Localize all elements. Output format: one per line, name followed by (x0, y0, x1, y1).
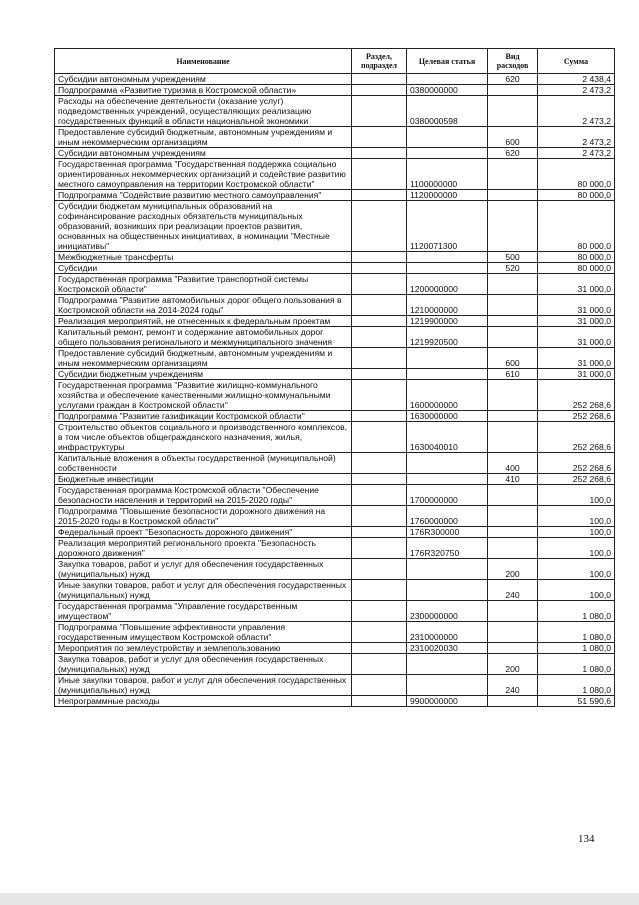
cell-target: 9900000000 (407, 696, 488, 707)
cell-name: Государственная программа "Развитие жилищно-коммунального хозяйства и обеспечение качественными жилищно-коммунальными услугами граждан в Костромской области" (55, 380, 352, 411)
cell-target: 1760000000 (407, 506, 488, 527)
cell-target: 2310020030 (407, 643, 488, 654)
cell-section (352, 411, 407, 422)
cell-type (488, 422, 538, 453)
cell-section (352, 675, 407, 696)
cell-target (407, 453, 488, 474)
cell-sum: 100,0 (538, 580, 615, 601)
cell-target: 0380000000 (407, 85, 488, 96)
cell-section (352, 148, 407, 159)
cell-name: Федеральный проект "Безопасность дорожного движения" (55, 527, 352, 538)
cell-target (407, 74, 488, 85)
table-row (55, 506, 615, 527)
header-name: Наименование (55, 49, 352, 74)
cell-type (488, 380, 538, 411)
cell-section (352, 316, 407, 327)
table-row (55, 675, 615, 696)
cell-section (352, 601, 407, 622)
cell-section (352, 96, 407, 127)
header-target: Целевая статья (407, 49, 488, 74)
cell-section (352, 201, 407, 252)
cell-target: 1219920500 (407, 327, 488, 348)
table-row (55, 252, 615, 263)
cell-type: 500 (488, 252, 538, 263)
cell-sum: 2 473,2 (538, 96, 615, 127)
cell-section (352, 527, 407, 538)
cell-sum: 80 000,0 (538, 190, 615, 201)
cell-section (352, 295, 407, 316)
table-row (55, 96, 615, 127)
table-row (55, 453, 615, 474)
cell-target (407, 580, 488, 601)
cell-section (352, 274, 407, 295)
cell-sum: 31 000,0 (538, 327, 615, 348)
cell-type: 600 (488, 348, 538, 369)
table-row (55, 327, 615, 348)
cell-target: 1219900000 (407, 316, 488, 327)
table-row (55, 411, 615, 422)
header-type: Вид расходов (488, 49, 538, 74)
cell-sum: 2 473,2 (538, 85, 615, 96)
cell-sum: 1 080,0 (538, 601, 615, 622)
cell-target (407, 559, 488, 580)
table-row (55, 696, 615, 707)
table-row (55, 316, 615, 327)
cell-name: Реализация мероприятий, не отнесенных к федеральным проектам (55, 316, 352, 327)
cell-target: 1200000000 (407, 274, 488, 295)
header-sum: Сумма (538, 49, 615, 74)
cell-target: 0380000598 (407, 96, 488, 127)
cell-sum: 100,0 (538, 538, 615, 559)
cell-name: Мероприятия по землеустройству и землепользованию (55, 643, 352, 654)
cell-name: Расходы на обеспечение деятельности (оказание услуг) подведомственных учреждений, осуществляющих реализацию государственных функций в области национальной экономики (55, 96, 352, 127)
cell-type (488, 601, 538, 622)
cell-target (407, 474, 488, 485)
cell-sum: 80 000,0 (538, 252, 615, 263)
cell-type (488, 274, 538, 295)
cell-sum: 80 000,0 (538, 263, 615, 274)
cell-type (488, 159, 538, 190)
cell-section (352, 85, 407, 96)
cell-section (352, 485, 407, 506)
cell-sum: 1 080,0 (538, 654, 615, 675)
cell-section (352, 474, 407, 485)
cell-name: Капитальный ремонт, ремонт и содержание автомобильных дорог общего пользования регионального и межмуниципального значения (55, 327, 352, 348)
table-row (55, 538, 615, 559)
table-row (55, 369, 615, 380)
cell-name: Непрограммные расходы (55, 696, 352, 707)
cell-target: 1210000000 (407, 295, 488, 316)
table-row (55, 654, 615, 675)
cell-type (488, 696, 538, 707)
cell-sum: 252 268,6 (538, 411, 615, 422)
table-row (55, 295, 615, 316)
table-header (55, 49, 615, 74)
cell-type: 620 (488, 74, 538, 85)
cell-name: Закупка товаров, работ и услуг для обеспечения государственных (муниципальных) нужд (55, 654, 352, 675)
cell-section (352, 327, 407, 348)
table-row (55, 274, 615, 295)
cell-sum: 31 000,0 (538, 295, 615, 316)
cell-name: Государственная программа Костромской области "Обеспечение безопасности населения и территорий на 2015-2020 годы" (55, 485, 352, 506)
cell-name: Субсидии бюджетам муниципальных образований на софинансирование расходных обязательств муниципальных образований, возникших при реализации проектов развития, основанных на общественных инициативах, в номинации "Местные инициативы" (55, 201, 352, 252)
cell-name: Иные закупки товаров, работ и услуг для обеспечения государственных (муниципальных) нужд (55, 675, 352, 696)
cell-section (352, 369, 407, 380)
cell-section (352, 622, 407, 643)
cell-sum: 100,0 (538, 506, 615, 527)
cell-section (352, 654, 407, 675)
page-number: 134 (578, 833, 595, 845)
cell-sum: 80 000,0 (538, 159, 615, 190)
table-row (55, 643, 615, 654)
cell-section (352, 74, 407, 85)
cell-sum: 31 000,0 (538, 348, 615, 369)
cell-name: Субсидии бюджетным учреждениям (55, 369, 352, 380)
cell-section (352, 696, 407, 707)
cell-sum: 252 268,6 (538, 453, 615, 474)
cell-type (488, 327, 538, 348)
table-row (55, 422, 615, 453)
cell-section (352, 580, 407, 601)
cell-section (352, 263, 407, 274)
cell-type (488, 295, 538, 316)
cell-target (407, 263, 488, 274)
table-row (55, 527, 615, 538)
scan-bottom-band (0, 893, 639, 905)
cell-target: 2310000000 (407, 622, 488, 643)
cell-target: 1100000000 (407, 159, 488, 190)
header-section: Раздел, подраздел (352, 49, 407, 74)
table-row (55, 148, 615, 159)
cell-section (352, 422, 407, 453)
cell-name: Строительство объектов социального и производственного комплексов, в том числе объектов общегражданского назначения, жилья, инфраструктуры (55, 422, 352, 453)
cell-sum: 2 438,4 (538, 74, 615, 85)
cell-sum: 31 000,0 (538, 369, 615, 380)
table-row (55, 190, 615, 201)
cell-section (352, 190, 407, 201)
cell-section (352, 506, 407, 527)
cell-target: 1630000000 (407, 411, 488, 422)
cell-name: Подпрограмма "Содействие развитию местного самоуправления" (55, 190, 352, 201)
cell-name: Предоставление субсидий бюджетным, автономным учреждениям и иным некоммерческим организациям (55, 348, 352, 369)
cell-type (488, 527, 538, 538)
cell-section (352, 559, 407, 580)
cell-name: Закупка товаров, работ и услуг для обеспечения государственных (муниципальных) нужд (55, 559, 352, 580)
cell-sum: 51 590,6 (538, 696, 615, 707)
cell-target: 176R300000 (407, 527, 488, 538)
table-row (55, 201, 615, 252)
cell-sum: 252 268,6 (538, 474, 615, 485)
cell-name: Государственная программа "Развитие транспортной системы Костромской области" (55, 274, 352, 295)
table-row (55, 74, 615, 85)
cell-name: Капитальные вложения в объекты государственной (муниципальной) собственности (55, 453, 352, 474)
cell-section (352, 348, 407, 369)
cell-name: Субсидии автономным учреждениям (55, 148, 352, 159)
cell-target (407, 654, 488, 675)
cell-sum: 80 000,0 (538, 201, 615, 252)
cell-sum: 100,0 (538, 527, 615, 538)
cell-target (407, 252, 488, 263)
cell-type (488, 538, 538, 559)
cell-type: 200 (488, 559, 538, 580)
cell-section (352, 252, 407, 263)
cell-type (488, 411, 538, 422)
cell-sum: 31 000,0 (538, 316, 615, 327)
budget-table (54, 48, 615, 707)
cell-target: 1120000000 (407, 190, 488, 201)
cell-sum: 1 080,0 (538, 622, 615, 643)
cell-target: 176R320750 (407, 538, 488, 559)
cell-section (352, 538, 407, 559)
table-row (55, 601, 615, 622)
cell-name: Предоставление субсидий бюджетным, автономным учреждениям и иным некоммерческим организациям (55, 127, 352, 148)
table-body (55, 74, 615, 707)
cell-name: Подпрограмма "Развитие автомобильных дорог общего пользования в Костромской области на 2014-2024 годы" (55, 295, 352, 316)
cell-target (407, 675, 488, 696)
cell-section (352, 159, 407, 190)
cell-type (488, 201, 538, 252)
cell-target: 2300000000 (407, 601, 488, 622)
cell-sum: 100,0 (538, 559, 615, 580)
cell-type (488, 622, 538, 643)
cell-sum: 1 080,0 (538, 675, 615, 696)
table-row (55, 85, 615, 96)
cell-type: 600 (488, 127, 538, 148)
cell-section (352, 380, 407, 411)
cell-sum: 252 268,6 (538, 380, 615, 411)
cell-name: Подпрограмма «Развитие туризма в Костромской области» (55, 85, 352, 96)
cell-type (488, 190, 538, 201)
cell-type: 240 (488, 675, 538, 696)
cell-sum: 100,0 (538, 485, 615, 506)
cell-type (488, 485, 538, 506)
cell-section (352, 453, 407, 474)
table-row (55, 580, 615, 601)
cell-target: 1600000000 (407, 380, 488, 411)
table-row (55, 474, 615, 485)
cell-sum: 2 473,2 (538, 148, 615, 159)
cell-target (407, 348, 488, 369)
cell-type: 410 (488, 474, 538, 485)
cell-name: Государственная программа "Управление государственным имуществом" (55, 601, 352, 622)
cell-section (352, 127, 407, 148)
cell-section (352, 643, 407, 654)
table-row (55, 263, 615, 274)
cell-type: 400 (488, 453, 538, 474)
table-row (55, 127, 615, 148)
cell-target (407, 369, 488, 380)
table-row (55, 380, 615, 411)
cell-target: 1630040010 (407, 422, 488, 453)
cell-type: 620 (488, 148, 538, 159)
cell-sum: 252 268,6 (538, 422, 615, 453)
cell-name: Бюджетные инвестиции (55, 474, 352, 485)
cell-name: Субсидии автономным учреждениям (55, 74, 352, 85)
cell-type: 240 (488, 580, 538, 601)
cell-sum: 1 080,0 (538, 643, 615, 654)
cell-name: Подпрограмма "Повышение эффективности управления государственным имуществом Костромской области" (55, 622, 352, 643)
cell-type: 200 (488, 654, 538, 675)
cell-name: Реализация мероприятий регионального проекта "Безопасность дорожного движения" (55, 538, 352, 559)
cell-name: Государственная программа "Государственная поддержка социально ориентированных некоммерческих организаций и содействие развитию местного самоуправления на территории Костромской области" (55, 159, 352, 190)
cell-name: Иные закупки товаров, работ и услуг для обеспечения государственных (муниципальных) нужд (55, 580, 352, 601)
cell-type: 610 (488, 369, 538, 380)
cell-name: Подпрограмма "Развитие газификации Костромской области" (55, 411, 352, 422)
cell-target (407, 148, 488, 159)
cell-type (488, 643, 538, 654)
table-row (55, 559, 615, 580)
table-row (55, 159, 615, 190)
cell-type: 520 (488, 263, 538, 274)
cell-type (488, 316, 538, 327)
table-row (55, 348, 615, 369)
cell-target (407, 127, 488, 148)
cell-name: Субсидии (55, 263, 352, 274)
cell-name: Межбюджетные трансферты (55, 252, 352, 263)
cell-target: 1700000000 (407, 485, 488, 506)
cell-type (488, 96, 538, 127)
cell-name: Подпрограмма "Повышение безопасности дорожного движения на 2015-2020 годы в Костромской области" (55, 506, 352, 527)
table-row (55, 622, 615, 643)
cell-type (488, 85, 538, 96)
cell-target: 1120071300 (407, 201, 488, 252)
cell-type (488, 506, 538, 527)
cell-sum: 2 473,2 (538, 127, 615, 148)
cell-sum: 31 000,0 (538, 274, 615, 295)
table-row (55, 485, 615, 506)
